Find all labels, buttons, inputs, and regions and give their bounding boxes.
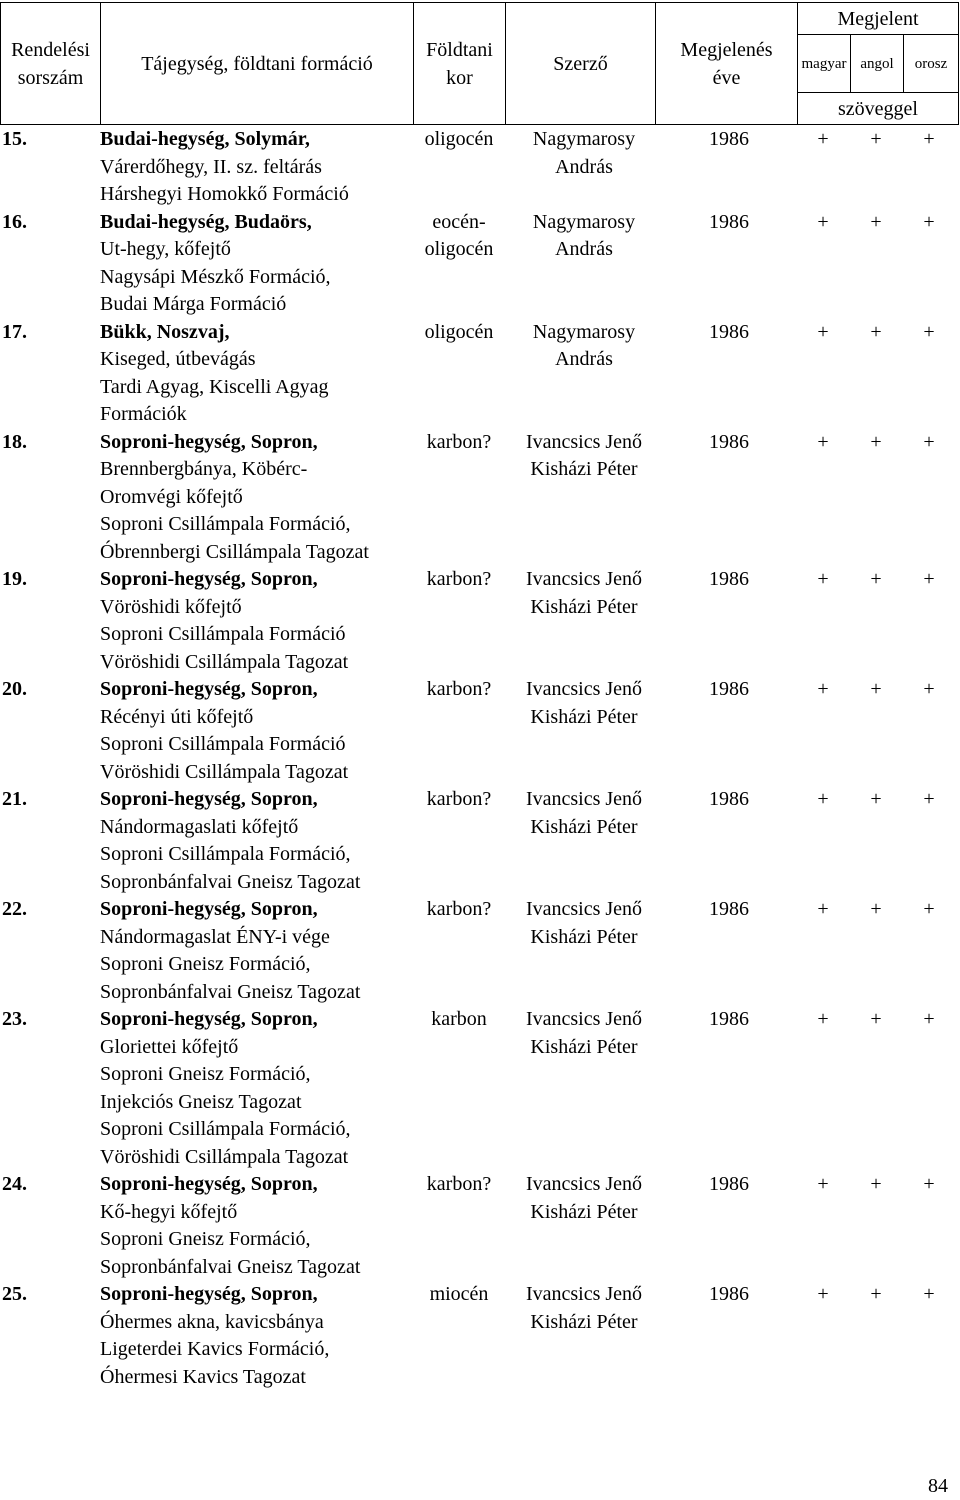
hungarian-mark: + [817, 898, 829, 920]
author-line: András [555, 238, 613, 260]
location-line: Budai-hegység, Budaörs, [100, 210, 312, 233]
location-line: Soproni-hegység, Sopron, [100, 678, 318, 700]
location-line: Injekciós Gneisz Tagozat [100, 1090, 302, 1113]
author-line: András [555, 348, 613, 370]
hungarian-mark: + [817, 1173, 829, 1195]
author-line: Kisházi Péter [530, 1035, 638, 1058]
order-number: 20. [2, 678, 27, 700]
english-mark: + [870, 1008, 882, 1030]
hungarian-mark: + [817, 678, 829, 700]
location [100, 126, 410, 209]
header-published: Megjelent [798, 3, 959, 35]
location-line: Bükk, Noszvaj, [100, 320, 230, 343]
geologic-age [413, 1006, 505, 1034]
order-number: 22. [2, 898, 27, 920]
author-line: Ivancsics Jenő [525, 1008, 643, 1030]
location-line: Brennbergbánya, Köbérc- [100, 458, 308, 480]
location-line: Nándormagaslati kőfejtő [100, 815, 299, 838]
geologic-age-line: oligocén [424, 238, 494, 260]
publication-year: 1986 [709, 1008, 749, 1030]
table-row [0, 896, 960, 1006]
location [100, 786, 410, 896]
table-row [0, 1171, 960, 1281]
location-line: Óhermesi Kavics Tagozat [100, 1365, 306, 1388]
geologic-age-line: oligocén [424, 128, 494, 150]
hungarian-mark: + [817, 1008, 829, 1030]
order-number: 25. [2, 1283, 27, 1305]
geologic-age [413, 1281, 505, 1309]
table-row [0, 319, 960, 429]
table-row [0, 676, 960, 786]
russian-mark: + [923, 678, 935, 700]
header-with-text: szöveggel [798, 93, 959, 125]
author-line: Nagymarosy [532, 128, 636, 150]
author [508, 1006, 660, 1061]
geologic-age [413, 209, 505, 264]
header-author: Szerző [506, 3, 656, 125]
author [508, 1281, 660, 1336]
table-row [0, 429, 960, 567]
order-number: 19. [2, 568, 27, 590]
location-line: Oromvégi kőfejtő [100, 485, 243, 508]
order-number: 24. [2, 1173, 27, 1195]
author-line: Nagymarosy [532, 210, 636, 233]
geologic-age [413, 896, 505, 924]
location-line: Kiseged, útbevágás [100, 348, 256, 370]
geologic-age-line: miocén [429, 1283, 489, 1305]
russian-mark: + [923, 568, 935, 590]
author [508, 566, 660, 621]
english-mark: + [870, 1283, 882, 1305]
author-line: Ivancsics Jenő [525, 568, 643, 590]
english-mark: + [870, 568, 882, 590]
table-row [0, 786, 960, 896]
location-line: Soproni Gneisz Formáció, [100, 953, 311, 975]
english-mark: + [870, 210, 882, 233]
location-line: Sopronbánfalvai Gneisz Tagozat [100, 1255, 361, 1278]
location [100, 429, 410, 567]
table-row [0, 209, 960, 319]
hungarian-mark: + [817, 568, 829, 590]
geologic-age-line: karbon? [426, 788, 492, 810]
russian-mark: + [923, 1008, 935, 1030]
geologic-age [413, 319, 505, 347]
table-row [0, 1006, 960, 1171]
location-line: Vöröshidi kőfejtő [100, 595, 242, 618]
location-line: Soproni-hegység, Sopron, [100, 898, 318, 920]
header-publication-year: Megjelenés éve [656, 3, 798, 125]
order-number: 17. [2, 320, 27, 343]
author-line: Kisházi Péter [530, 925, 638, 948]
order-number: 21. [2, 788, 27, 810]
order-number: 18. [2, 430, 27, 453]
location-line: Soproni-hegység, Sopron, [100, 568, 318, 590]
english-mark: + [870, 678, 882, 700]
hungarian-mark: + [817, 210, 829, 233]
publication-year: 1986 [709, 898, 749, 920]
hungarian-mark: + [817, 788, 829, 810]
author-line: András [555, 155, 613, 178]
location-line: Ligeterdei Kavics Formáció, [100, 1338, 330, 1360]
hungarian-mark: + [817, 128, 829, 150]
geologic-age-line: eocén- [432, 210, 486, 233]
geologic-age-line: karbon? [426, 678, 492, 700]
geologic-age-line: karbon [431, 1008, 487, 1030]
publication-year: 1986 [709, 210, 749, 233]
order-number: 15. [2, 128, 27, 150]
table-row [0, 1281, 960, 1391]
english-mark: + [870, 128, 882, 150]
location-line: Vöröshidi Csillámpala Tagozat [100, 1145, 349, 1168]
header-order-number: Rendelési sorszám [1, 3, 101, 125]
location-line: Gloriettei kőfejtő [100, 1035, 239, 1058]
geologic-age [413, 429, 505, 457]
location-line: Óhermes akna, kavicsbánya [100, 1310, 324, 1333]
location-line: Óbrennbergi Csillámpala Tagozat [100, 540, 369, 563]
table-row [0, 126, 960, 209]
hungarian-mark: + [817, 320, 829, 343]
publication-year: 1986 [709, 788, 749, 810]
location-line: Soproni Csillámpala Formáció, [100, 1118, 351, 1140]
location-line: Várerdőhegy, II. sz. feltárás [100, 155, 322, 178]
russian-mark: + [923, 788, 935, 810]
author [508, 676, 660, 731]
publication-year: 1986 [709, 678, 749, 700]
order-number: 16. [2, 210, 27, 233]
publication-year: 1986 [709, 320, 749, 343]
location-line: Kő-hegyi kőfejtő [100, 1200, 238, 1223]
author-line: Ivancsics Jenő [525, 788, 643, 810]
author-line: Ivancsics Jenő [525, 1173, 643, 1195]
geologic-age [413, 786, 505, 814]
location-line: Soproni Csillámpala Formáció [100, 733, 346, 755]
russian-mark: + [923, 210, 935, 233]
author [508, 1171, 660, 1226]
author-line: Ivancsics Jenő [525, 898, 643, 920]
location [100, 1171, 410, 1281]
russian-mark: + [923, 1283, 935, 1305]
location-line: Sopronbánfalvai Gneisz Tagozat [100, 870, 361, 893]
location-line: Hárshegyi Homokkő Formáció [100, 183, 349, 205]
author [508, 126, 660, 181]
geologic-age-line: oligocén [424, 320, 494, 343]
english-mark: + [870, 788, 882, 810]
author [508, 786, 660, 841]
location-line: Vöröshidi Csillámpala Tagozat [100, 760, 349, 783]
location [100, 209, 410, 319]
location-line: Vöröshidi Csillámpala Tagozat [100, 650, 349, 673]
location-line: Soproni Csillámpala Formáció, [100, 513, 351, 535]
geologic-age [413, 126, 505, 154]
location-line: Soproni-hegység, Sopron, [100, 430, 318, 453]
geologic-age [413, 1171, 505, 1199]
location-line: Soproni-hegység, Sopron, [100, 788, 318, 810]
author-line: Kisházi Péter [530, 595, 638, 618]
header-english: angol [851, 35, 904, 93]
publication-year: 1986 [709, 128, 749, 150]
location-line: Budai Márga Formáció [100, 293, 287, 315]
location-line: Ut-hegy, kőfejtő [100, 238, 231, 260]
publication-year: 1986 [709, 430, 749, 453]
author-line: Kisházi Péter [530, 815, 638, 838]
author [508, 896, 660, 951]
header-russian: orosz [904, 35, 959, 93]
location-line: Soproni Gneisz Formáció, [100, 1063, 311, 1085]
page-number: 84 [928, 1475, 948, 1497]
hungarian-mark: + [817, 430, 829, 453]
author-line: Kisházi Péter [530, 1310, 638, 1333]
location [100, 1006, 410, 1171]
author-line: Ivancsics Jenő [525, 678, 643, 700]
table-body [0, 126, 960, 1391]
english-mark: + [870, 430, 882, 453]
geologic-age-line: karbon? [426, 898, 492, 920]
english-mark: + [870, 320, 882, 343]
geologic-age-line: karbon? [426, 1173, 492, 1195]
geologic-age [413, 566, 505, 594]
location-line: Soproni-hegység, Sopron, [100, 1008, 318, 1030]
author-line: Ivancsics Jenő [525, 430, 643, 453]
russian-mark: + [923, 128, 935, 150]
location-line: Soproni Gneisz Formáció, [100, 1228, 311, 1250]
location-line: Nándormagaslat ÉNY-i vége [100, 925, 330, 948]
order-number: 23. [2, 1008, 27, 1030]
location-line: Sopronbánfalvai Gneisz Tagozat [100, 980, 361, 1003]
location [100, 1281, 410, 1391]
publication-year: 1986 [709, 568, 749, 590]
table-row [0, 566, 960, 676]
geologic-age-line: karbon? [426, 568, 492, 590]
russian-mark: + [923, 430, 935, 453]
hungarian-mark: + [817, 1283, 829, 1305]
location [100, 896, 410, 1006]
location [100, 676, 410, 786]
author [508, 319, 660, 374]
header-hungarian: magyar [798, 35, 851, 93]
english-mark: + [870, 1173, 882, 1195]
header-geologic-age: Földtani kor [414, 3, 506, 125]
russian-mark: + [923, 320, 935, 343]
location-line: Récényi úti kőfejtő [100, 705, 254, 728]
location-line: Soproni-hegység, Sopron, [100, 1283, 318, 1305]
geologic-age-line: karbon? [426, 430, 492, 453]
author-line: Nagymarosy [532, 320, 636, 343]
location [100, 566, 410, 676]
author-line: Kisházi Péter [530, 705, 638, 728]
english-mark: + [870, 898, 882, 920]
location-line: Soproni-hegység, Sopron, [100, 1173, 318, 1195]
author-line: Kisházi Péter [530, 1200, 638, 1223]
location-line: Soproni Csillámpala Formáció, [100, 843, 351, 865]
russian-mark: + [923, 1173, 935, 1195]
location-line: Nagysápi Mészkő Formáció, [100, 265, 331, 288]
location-line: Soproni Csillámpala Formáció [100, 623, 346, 645]
author-line: Ivancsics Jenő [525, 1283, 643, 1305]
location [100, 319, 410, 429]
location-line: Budai-hegység, Solymár, [100, 128, 310, 150]
location-line: Formációk [100, 403, 187, 425]
author [508, 429, 660, 484]
location-line: Tardi Agyag, Kiscelli Agyag [100, 375, 329, 398]
author-line: Kisházi Péter [530, 458, 638, 480]
geologic-age [413, 676, 505, 704]
russian-mark: + [923, 898, 935, 920]
publication-year: 1986 [709, 1283, 749, 1305]
publication-year: 1986 [709, 1173, 749, 1195]
header-location: Tájegység, földtani formáció [101, 3, 414, 125]
author [508, 209, 660, 264]
table-header [0, 2, 959, 125]
